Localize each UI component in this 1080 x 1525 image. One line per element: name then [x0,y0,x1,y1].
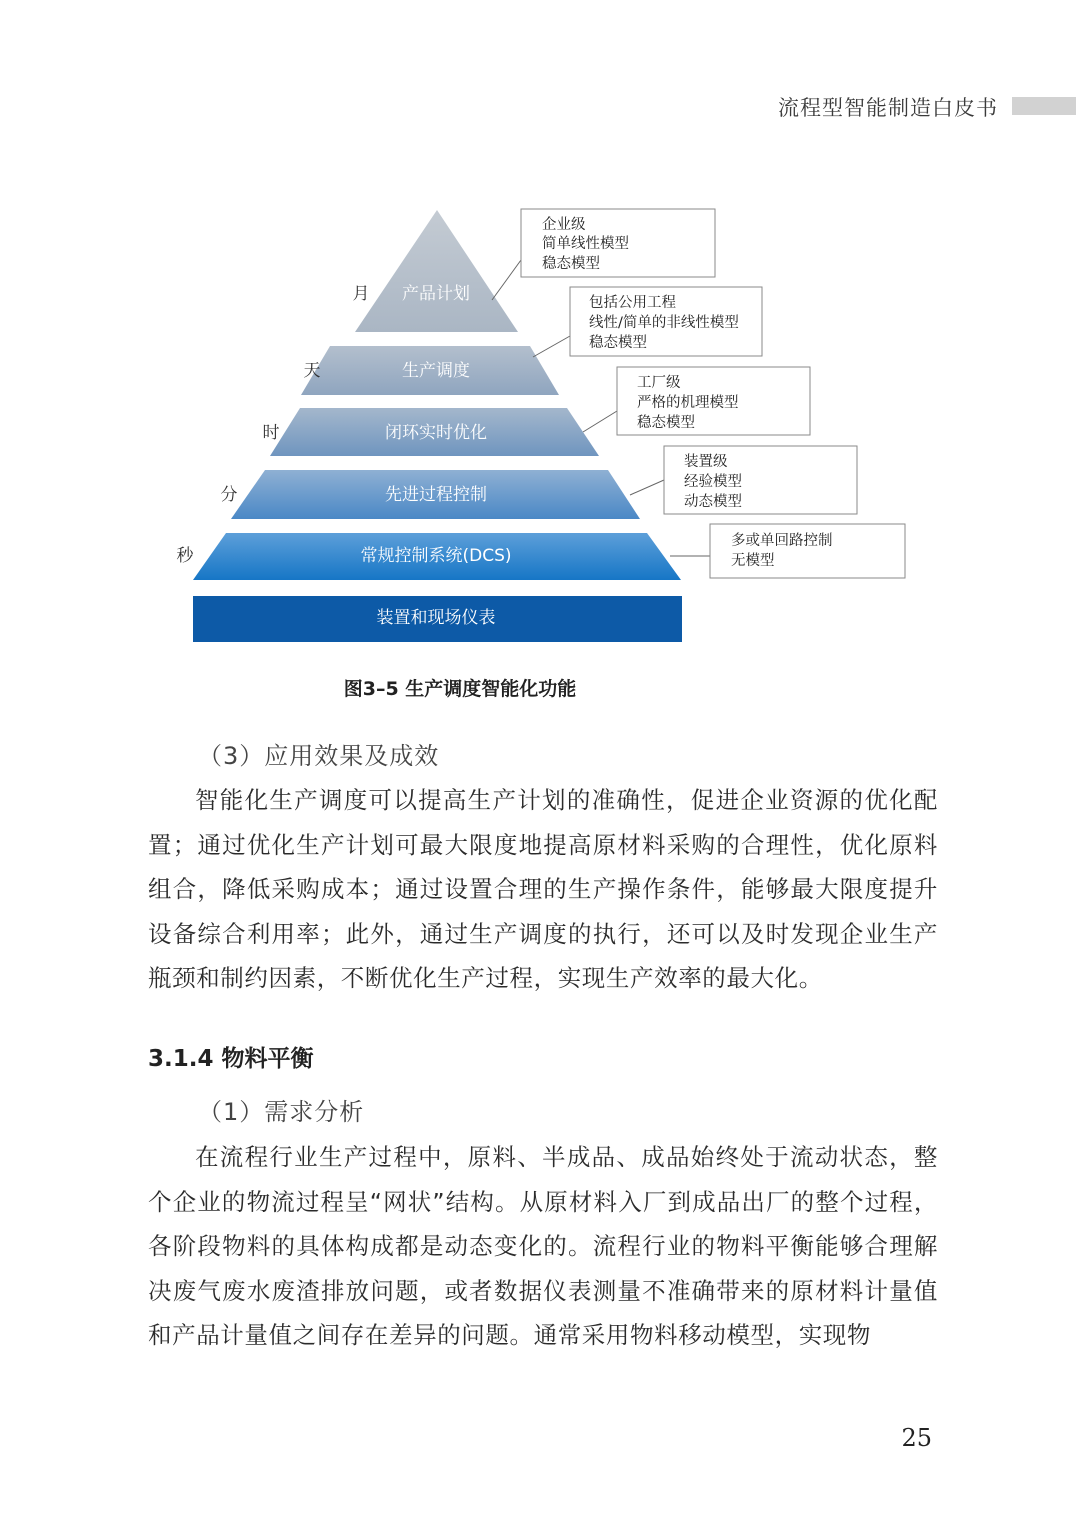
layer-label-dcs: 常规控制系统(DCS) [360,546,512,566]
annotation-text: 无模型 [731,553,775,569]
figure-caption-text: 图3–5 生产调度智能化功能 [343,678,577,700]
paragraph-needs: 在流程行业生产过程中，原料、半成品、成品始终处于流动状态，整个企业的物流过程呈“网状”结构。从原材料入厂到成品出厂的整个过程，各阶段物料的具体构成都是动态变化的。流程行业的物料平衡能够合理解决废气废水废渣排放问题，或者数据仪表测量不准确带来的原材料计量值和产品计量值之间存在差异的问题。通常采用物料移动模型，实现物 [148,1143,938,1350]
annotation-text: 包括公用工程 [589,295,676,311]
connector-line [630,480,664,495]
time-label-month: 月 [352,284,370,304]
time-label-day: 天 [303,361,321,381]
time-label-second: 秒 [176,546,194,566]
layer-label-rto: 闭环实时优化 [385,423,487,443]
annotation-text: 动态模型 [684,494,742,510]
annotation-text: 简单线性模型 [542,236,629,252]
layer-label-scheduling: 生产调度 [402,361,470,381]
time-label-minute: 分 [220,485,238,505]
layer-label-product-plan: 产品计划 [402,284,470,304]
connector-line [492,260,521,300]
annotation-text: 经验模型 [684,474,742,490]
pyramid-figure [0,190,1080,660]
annotation-text: 企业级 [542,217,586,233]
annotation-text: 线性/简单的非线性模型 [589,315,739,331]
connector-line [533,336,570,357]
annotation-text: 工厂级 [637,375,681,391]
section-heading: 3.1.4 物料平衡 [148,1046,314,1072]
annotation-text: 稳态模型 [637,415,695,431]
subheading-results: （3）应用效果及成效 [198,742,440,770]
running-header-bar [1012,97,1076,115]
running-header-title: 流程型智能制造白皮书 [778,96,998,120]
time-label-hour: 时 [262,423,280,443]
annotation-text: 多或单回路控制 [731,533,833,549]
annotation-text: 严格的机理模型 [637,395,739,411]
annotation-text: 稳态模型 [542,256,600,272]
layer-label-apc: 先进过程控制 [385,485,487,505]
page-number: 25 [901,1424,932,1452]
annotation-text: 装置级 [684,454,728,470]
layer-label-field-instruments: 装置和现场仪表 [376,608,496,628]
pyramid-layer-product-plan [352,210,518,332]
annotation-text: 稳态模型 [589,335,647,351]
connector-line [583,411,617,432]
subheading-needs: （1）需求分析 [198,1098,365,1126]
paragraph-results: 智能化生产调度可以提高生产计划的准确性，促进企业资源的优化配置；通过优化生产计划可最大限度地提高原材料采购的合理性，优化原料组合，降低采购成本；通过设置合理的生产操作条件，能够最大限度提升设备综合利用率；此外，通过生产调度的执行，还可以及时发现企业生产瓶颈和制约因素，不断优化生产过程，实现生产效率的最大化。 [148,786,938,993]
figure-caption [0,674,1080,701]
